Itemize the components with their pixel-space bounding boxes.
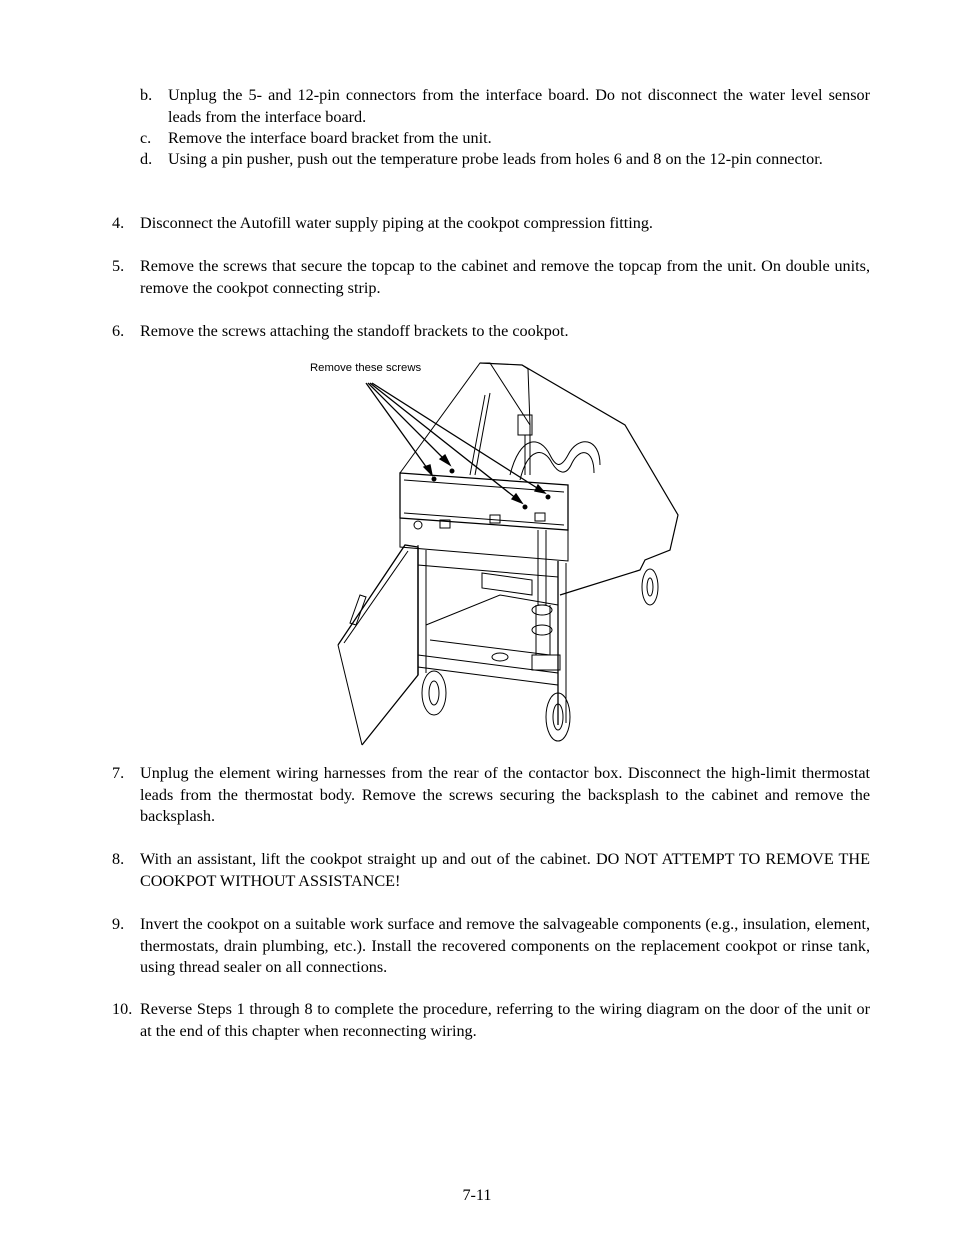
callout-arrows: [366, 383, 545, 503]
step-9: [112, 914, 870, 979]
substep-d: [140, 149, 870, 171]
substep-label: b.: [140, 86, 153, 104]
substep-c: [140, 128, 870, 150]
step-label: 4.: [112, 214, 125, 232]
step-8: [112, 849, 870, 892]
screw-markers: [432, 469, 550, 509]
fryer-cabinet-illustration: [300, 355, 690, 747]
step-6: [112, 321, 870, 343]
step-text: Reverse Steps 1 through 8 to complete the procedure, referring to the wiring diagram on the door of the unit or at the end of this chapter when reconnecting wiring.: [140, 1000, 870, 1040]
substep-label: c.: [140, 129, 152, 147]
step-text: Unplug the element wiring harnesses from the rear of the contactor box. Disconnect the high-limit thermostat leads from the thermostat body. Remove the screws securing the backsplash to the cabinet and remove the backsplash.: [140, 764, 870, 825]
step-label: 9.: [112, 915, 125, 933]
step-label: 7.: [112, 764, 125, 782]
step-text: Remove the screws attaching the standoff brackets to the cookpot.: [140, 322, 569, 340]
step-label: 5.: [112, 257, 125, 275]
substep-text: Remove the interface board bracket from the unit.: [168, 129, 492, 147]
step-text: Disconnect the Autofill water supply piping at the cookpot compression fitting.: [140, 214, 653, 232]
substep-text: Using a pin pusher, push out the temperature probe leads from holes 6 and 8 on the 12-pin connector.: [168, 150, 823, 168]
step-5: [112, 256, 870, 299]
step-text: Invert the cookpot on a suitable work surface and remove the salvageable components (e.g., insulation, element, thermostats, drain plumbing, etc.). Install the recovered components on the replacement cookpot or rinse tank, using thread sealer on all connections.: [140, 915, 870, 976]
step-label: 10.: [112, 1000, 133, 1018]
substep-label: d.: [140, 150, 153, 168]
step-7: [112, 763, 870, 828]
substep-b: [140, 85, 870, 128]
step-label: 6.: [112, 322, 125, 340]
step-label: 8.: [112, 850, 125, 868]
step-10: [112, 999, 870, 1042]
substep-text: Unplug the 5- and 12-pin connectors from the interface board. Do not disconnect the water level sensor leads from the interface board.: [168, 86, 870, 126]
figure-callout: Remove these screws: [310, 362, 422, 374]
step-text: Remove the screws that secure the topcap to the cabinet and remove the topcap from the unit. On double units, remove the cookpot connecting strip.: [140, 257, 870, 297]
page-number: 7-11: [462, 1186, 492, 1204]
step-4: [112, 213, 870, 235]
step-text: With an assistant, lift the cookpot straight up and out of the cabinet. DO NOT ATTEMPT TO REMOVE THE COOKPOT WITHOUT ASSISTANCE!: [140, 850, 870, 890]
